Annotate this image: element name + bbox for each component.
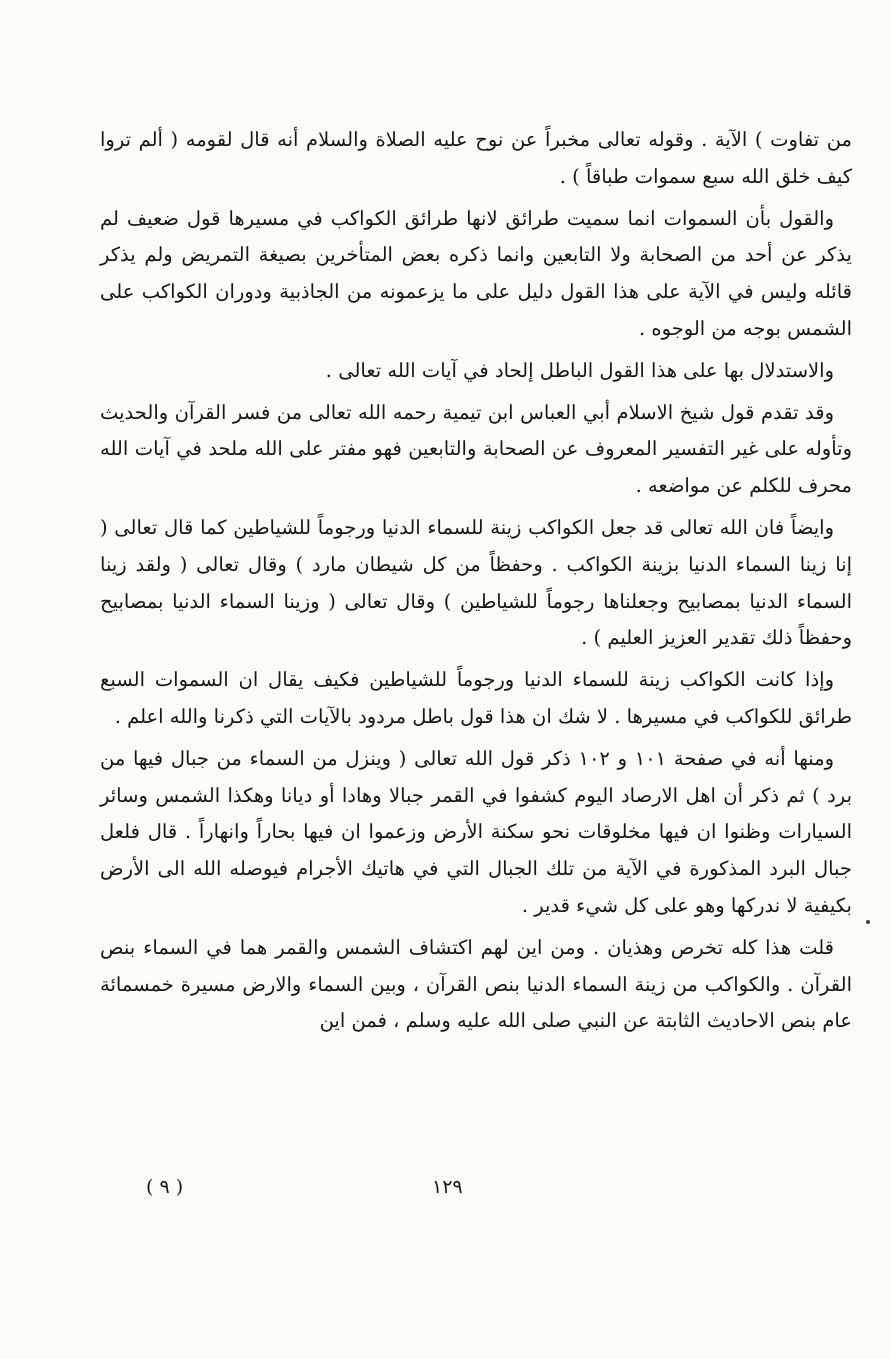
paragraph-3: والاستدلال بها على هذا القول الباطل إلحاد في آيات الله تعالى . — [325, 358, 834, 382]
paragraph-2: والقول بأن السموات انما سميت طرائق لانها طرائق الكواكب في مسيرها قول ضعيف لم يذكر عن أحد من الصحابة ولا التابعين وانما ذكره بعض المتأخرين بصيغة التمريض ولم يذكر قائله وليس في الآية على هذا القول دليل على ما يزعمونه من الجاذبية ودوران الكواكب على الشمس بوجه من الوجوه . — [100, 206, 852, 340]
paragraph-6: وإذا كانت الكواكب زينة للسماء الدنيا ورجوماً للشياطين فكيف يقال ان السموات السبع طرائق للكواكب في مسيرها . لا شك ان هذا قول باطل مردود بالآيات التي ذكرنا والله اعلم . — [100, 668, 852, 728]
paragraph-4: وقد تقدم قول شيخ الاسلام أبي العباس ابن تيمية رحمه الله تعالى من فسر القرآن والحديث وتأوله على غير التفسير المعروف عن الصحابة والتابعين فهو مفتر على الله ملحد في آيات الله محرف للكلم عن مواضعه . — [100, 400, 852, 498]
paragraph-5: وايضاً فان الله تعالى قد جعل الكواكب زينة للسماء الدنيا ورجوماً للشياطين كما قال تعالى ( إنا زينا السماء الدنيا بزينة الكواكب . وحفظاً من كل شيطان مارد ) وقال تعالى ( ولقد زينا السماء الدنيا بمصابيح وجعلناها رجوماً للشياطين ) وقال تعالى ( وزينا السماء الدنيا بمصابيح وحفظاً ذلك تقدير العزيز العليم ) . — [100, 515, 852, 650]
paragraph-8: قلت هذا كله تخرص وهذيان . ومن اين لهم اكتشاف الشمس والقمر هما في السماء بنص القرآن . والكواكب من زينة السماء الدنيا بنص القرآن ، وبين السماء والارض مسيرة خمسمائة عام بنص الاحاديث الثابتة عن النبي صلى الله عليه وسلم ، فمن اين — [100, 935, 852, 1033]
page-number: ١٢٩ — [432, 1176, 463, 1198]
paragraph-1: من تفاوت ) الآية . وقوله تعالى مخبراً عن نوح عليه الصلاة والسلام أنه قال لقومه ( ألم تروا كيف خلق الله سبع سموات طباقاً ) . — [100, 128, 852, 188]
signature-number: ( ٩ ) — [146, 1176, 184, 1198]
body-text — [100, 122, 852, 1040]
margin-dot — [866, 920, 870, 924]
paragraph-7: ومنها أنه في صفحة ١٠١ و ١٠٢ ذكر قول الله تعالى ( وينزل من السماء من جبال فيها من برد ) ثم ذكر أن اهل الارصاد اليوم كشفوا في القمر جبالا وهادا أو ديانا وهكذا الشمس وسائر السيارات وظنوا ان فيها مخلوقات نحو سكنة الأرض وزعموا ان فيها بحاراً وانهاراً . قال فلعل جبال البرد المذكورة في الآية من تلك الجبال التي في هاتيك الأجرام فيوصله الله الى الأرض بكيفية لا ندركها وهو على كل شيء قدير . — [100, 746, 852, 917]
